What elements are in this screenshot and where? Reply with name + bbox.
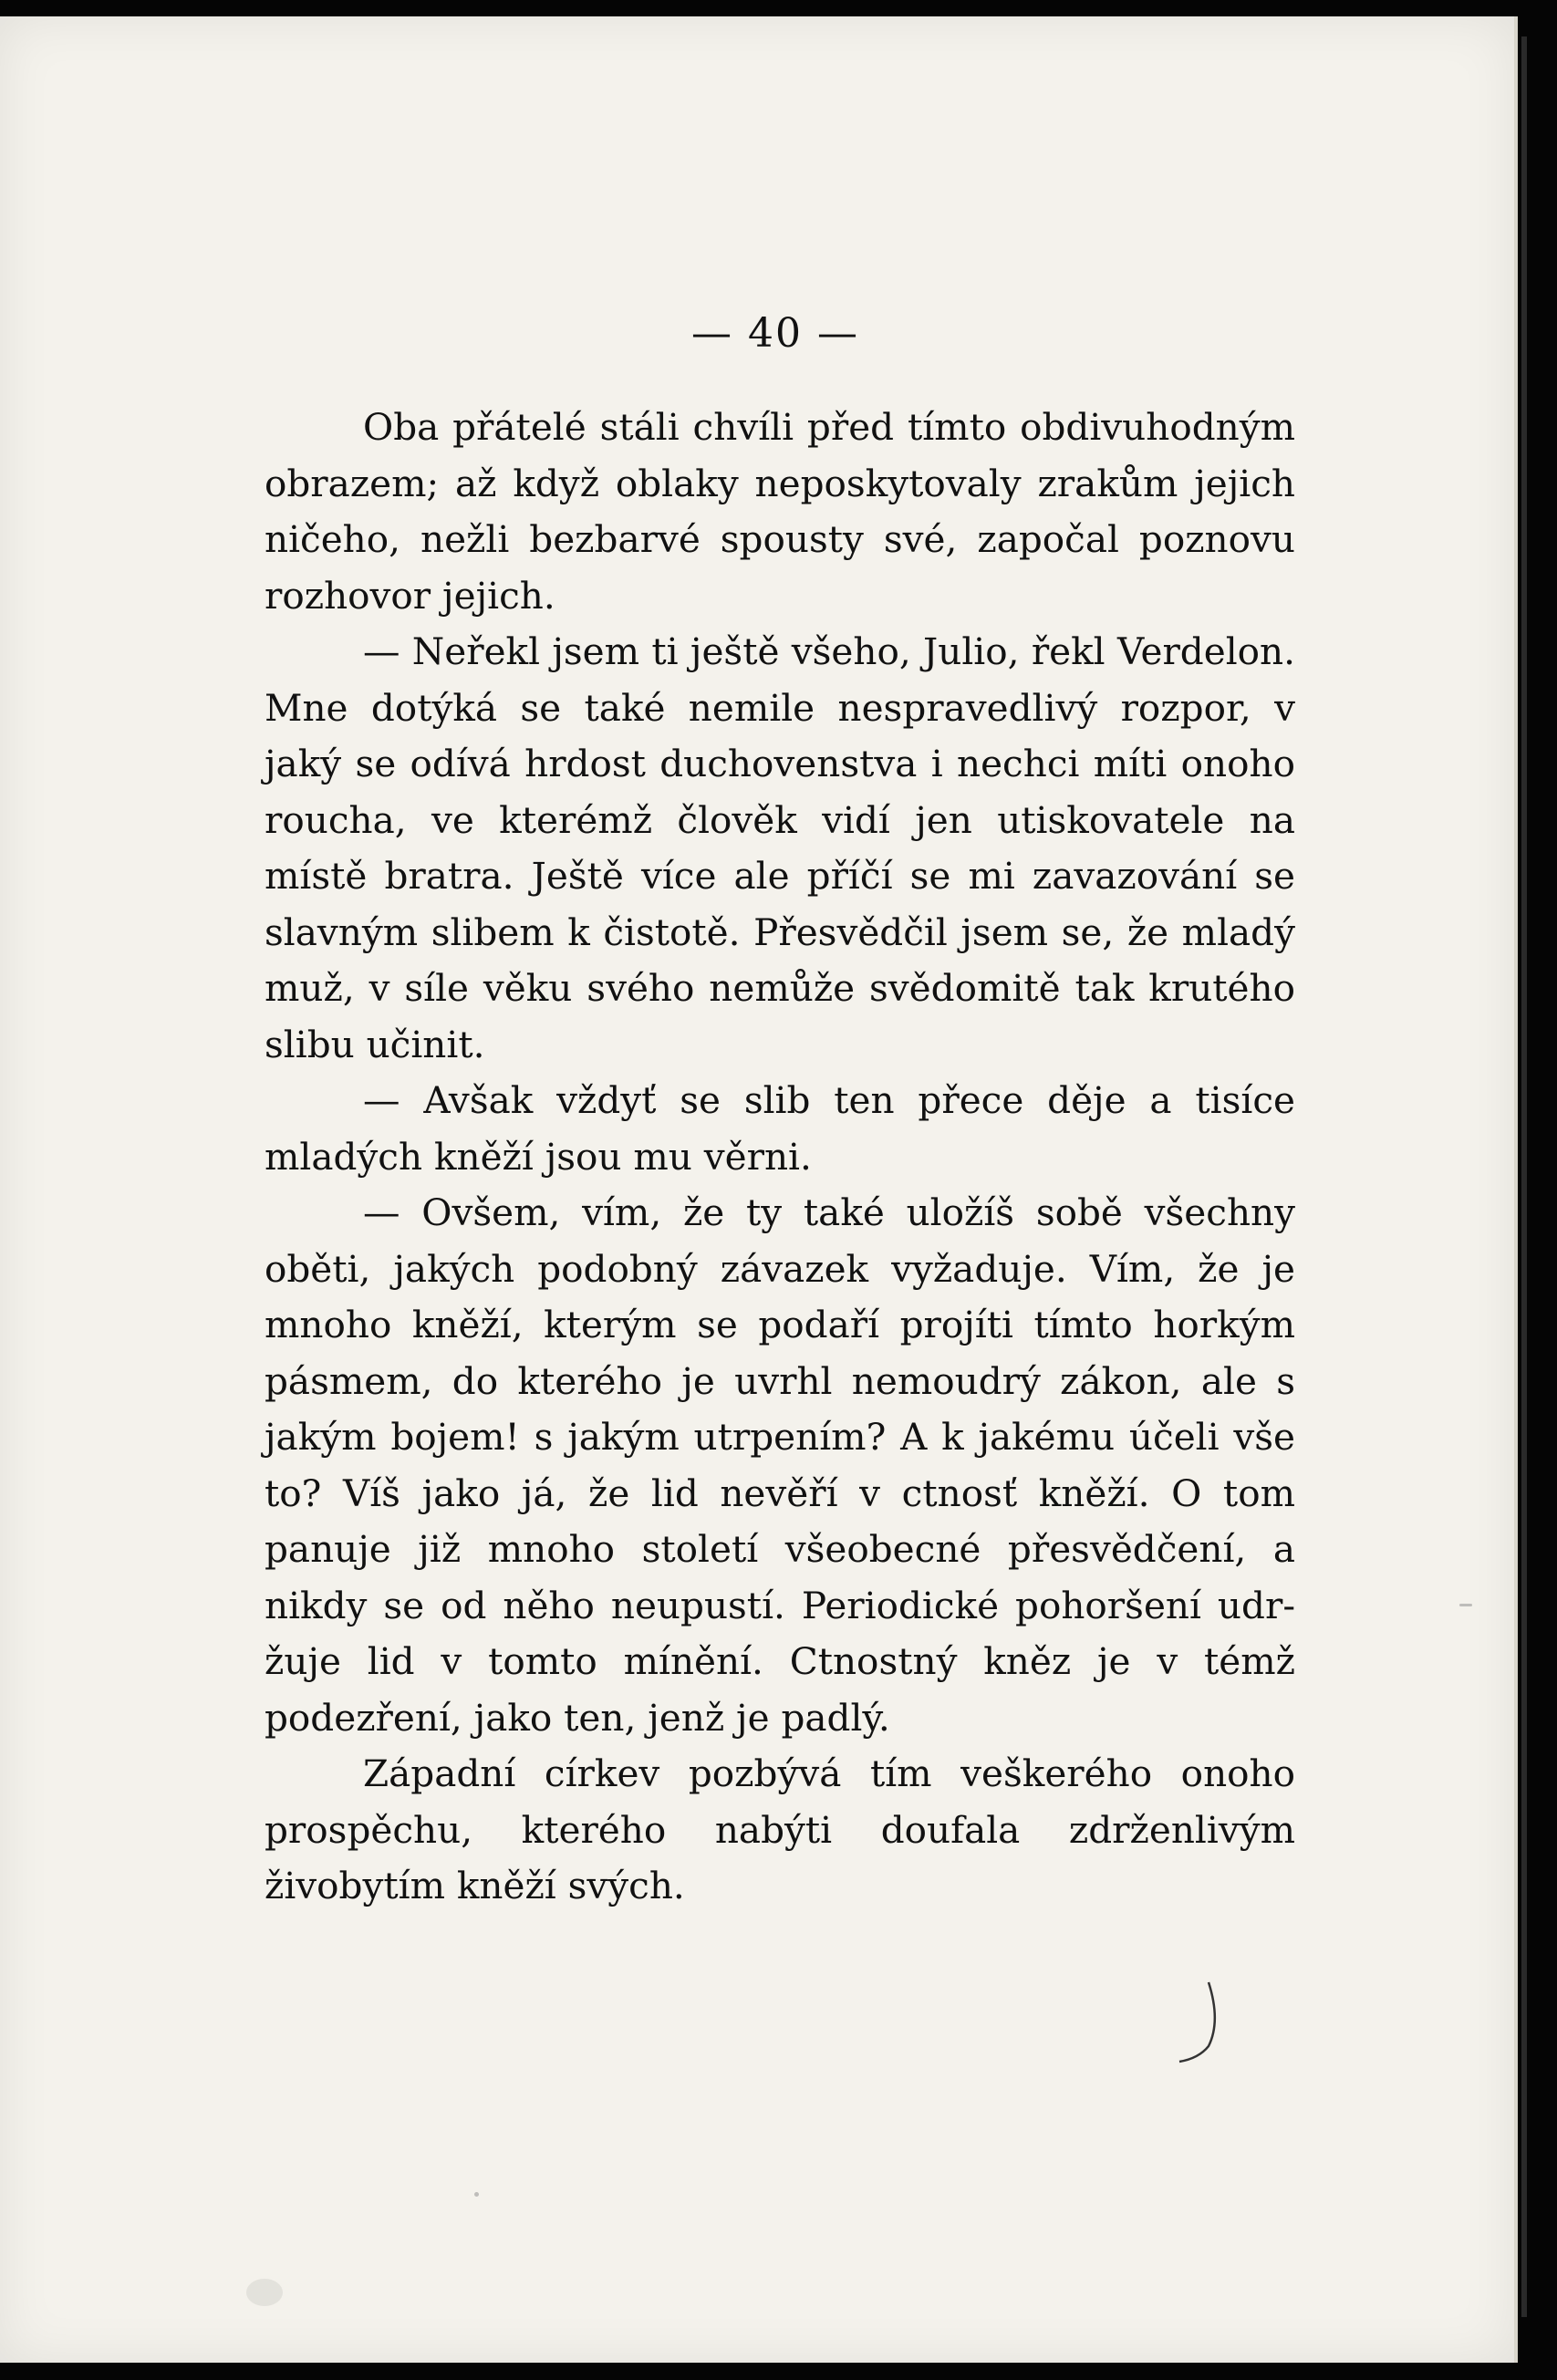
paragraph: Oba přátelé stáli chvíli před tímto obdivuhodným obrazem; až když oblaky neposkytovaly zrakům jejich ničeho, nežli bezbarvé spousty své, započal poznovu rozhovor jejich. (265, 405, 1295, 618)
paper-speck (474, 2192, 479, 2197)
paper-speck (246, 2279, 283, 2306)
paragraph: — Avšak vždyť se slib ten přece děje a tisíce mladých kněží jsou mu věrni. (265, 1078, 1295, 1179)
paragraph: — Ovšem, vím, že ty také uložíš sobě všechny oběti, jakých podobný závazek vyžaduje. Vím, že je mnoho kněží, kterým se podaří projíti tímto horkým pásmem, do kterého je uvrhl nemoudrý zákon, ale s jakým bojem! s jakým utrpením? A k jakému účeli vše to? Víš jako já, že lid nevěří v ctnosť kněží. O tom panuje již mnoho století všeobecné přesvědčení, a nikdy se od něho neupustí. Periodické pohoršení udržuje lid v tomto mínění. Ctnostný kněz je v témž podezření, jako ten, jenž je padlý. (265, 1190, 1295, 1740)
paper-speck (1459, 1604, 1472, 1606)
book-page (0, 16, 1518, 2363)
pencil-mark-icon (1172, 1978, 1245, 2064)
paragraph: — Neřekl jsem ti ještě všeho, Julio, řekl Verdelon. Mne dotýká se také nemile nespravedlivý rozpor, v jaký se odívá hrdost duchovenstva i nechci míti onoho roucha, ve kterémž člověk vidí jen utiskovatele na místě bratra. Ještě více ale příčí se mi zavazování se slavným slibem k čistotě. Přesvědčil jsem se, že mladý muž, v síle věku svého nemůže svědomitě tak krutého slibu učinit. (265, 629, 1295, 1066)
body-text (265, 400, 1295, 1915)
page-number: — 40 — (691, 310, 859, 357)
paragraph: Západní církev pozbývá tím veškerého onoho prospěchu, kterého nabýti doufala zdrženlivým živobytím kněží svých. (265, 1751, 1295, 1907)
page-edge-shadow (1521, 36, 1527, 2317)
